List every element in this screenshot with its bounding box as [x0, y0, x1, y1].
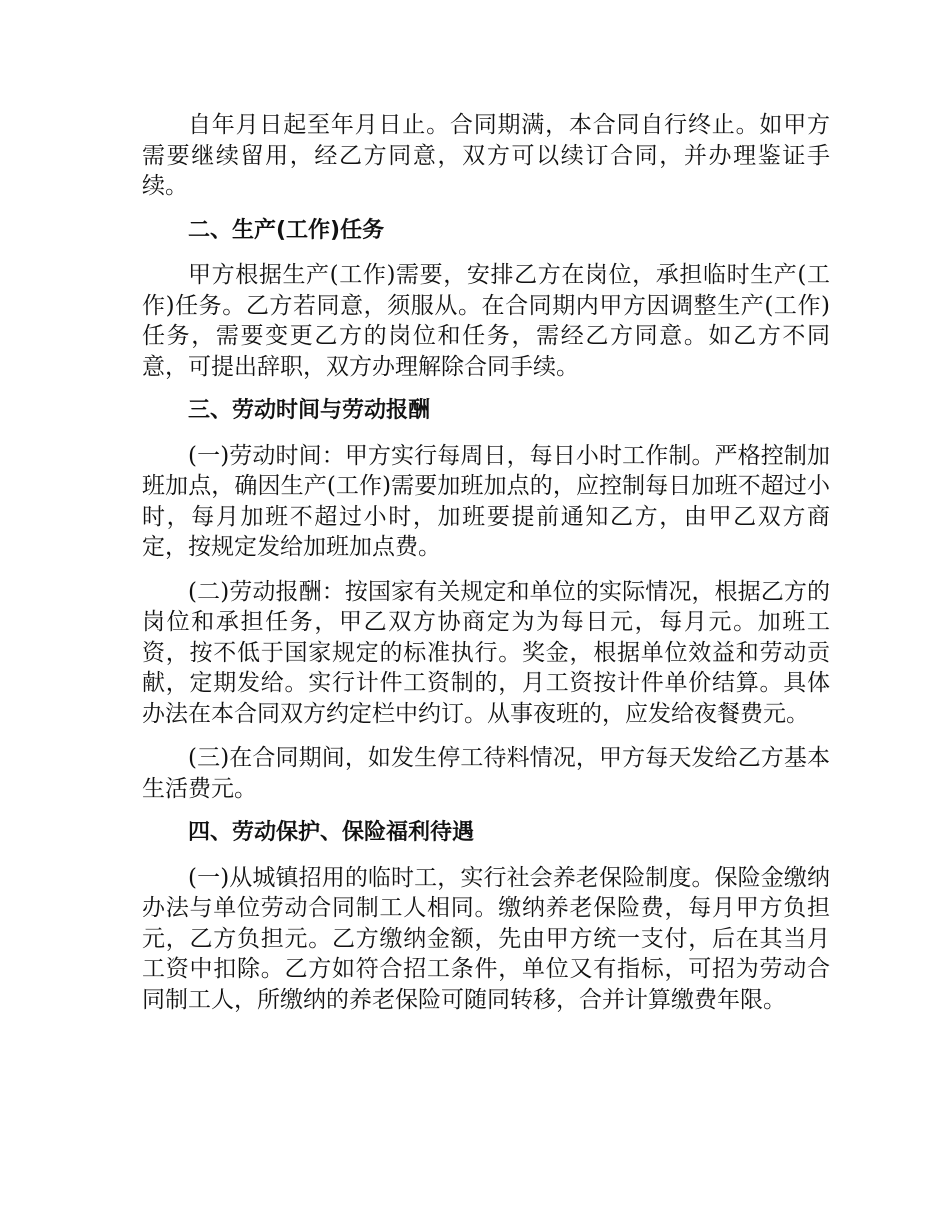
heading-production-tasks: 二、生产(工作)任务: [188, 217, 385, 243]
paragraph-pension-insurance: (一)从城镇招用的临时工，实行社会养老保险制度。保险金缴纳办法与单位劳动合同制工人相同。缴纳养老保险费，每月甲方负担元，乙方负担元。乙方缴纳金额，先由甲方统一支付，后在其当月工资中扣除。乙方如符合招工条件，单位又有指标，可招为劳动合同制工人，所缴纳的养老保险可随同转移，合并计算缴费年限。: [142, 864, 830, 1013]
paragraph-remuneration: (二)劳动报酬：按国家有关规定和单位的实际情况，根据乙方的岗位和承担任务，甲乙双方协商定为为每日元，每月元。加班工资，按不低于国家规定的标准执行。奖金，根据单位效益和劳动贡献，定期发给。实行计件工资制的，月工资按计件单价结算。具体办法在本合同双方约定栏中约订。从事夜班的，应发给夜餐费元。: [142, 578, 830, 727]
heading-working-time-pay: 三、劳动时间与劳动报酬: [188, 398, 431, 423]
paragraph-working-time: (一)劳动时间：甲方实行每周日，每日小时工作制。严格控制加班加点，确因生产(工作)需要加班加点的，应控制每日加班不超过小时，每月加班不超过小时，加班要提前通知乙方，由甲乙双方商定，按规定发给加班加点费。: [142, 442, 830, 560]
heading-labor-protection: 四、劳动保护、保险福利待遇: [188, 820, 475, 845]
paragraph-production-tasks: 甲方根据生产(工作)需要，安排乙方在岗位，承担临时生产(工作)任务。乙方若同意，须服从。在合同期内甲方因调整生产(工作)任务，需要变更乙方的岗位和任务，需经乙方同意。如乙方不同意，可提出辞职，双方办理解除合同手续。: [142, 262, 830, 380]
document-page: [142, 110, 830, 1029]
paragraph-contract-term: 自年月日起至年月日止。合同期满，本合同自行终止。如甲方需要继续留用，经乙方同意，双方可以续订合同，并办理鉴证手续。: [142, 112, 830, 199]
paragraph-work-stoppage: (三)在合同期间，如发生停工待料情况，甲方每天发给乙方基本生活费元。: [142, 745, 830, 802]
